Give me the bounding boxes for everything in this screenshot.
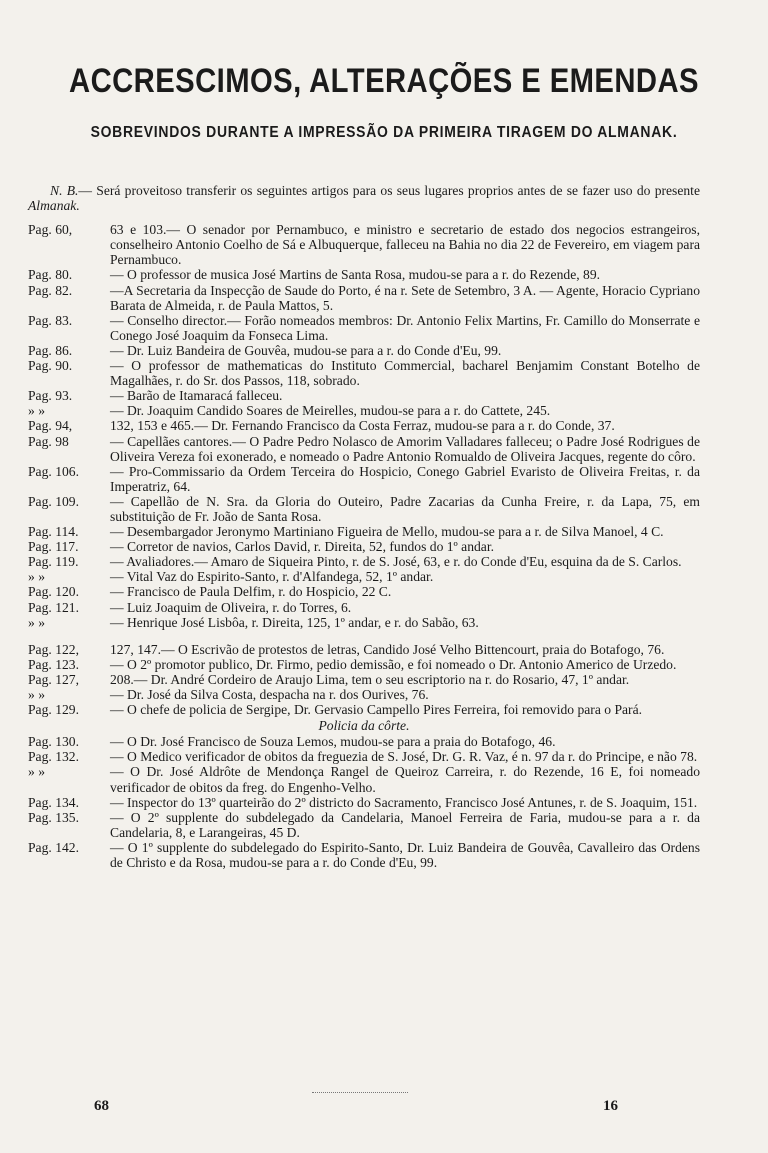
entry-page-ref: Pag. 117. bbox=[28, 539, 79, 555]
entry-text: — Pro-Commissario da Ordem Terceira do Hospicio, Conego Gabriel Evaristo de Oliveira Freitas, r. da Imperatriz, 64. bbox=[110, 463, 700, 494]
entry-page-ref: Pag. 123. bbox=[28, 656, 79, 672]
note-emph: Almanak. bbox=[28, 198, 80, 214]
entry-text: — Barão de Itamaracá falleceu. bbox=[110, 388, 283, 404]
entry-item bbox=[28, 434, 700, 464]
entry-text: — Dr. Joaquim Candido Soares de Meirelles, mudou-se para a r. do Cattete, 245. bbox=[110, 403, 551, 419]
entry-page-ref: Pag. 82. bbox=[28, 282, 73, 298]
entry-page-ref: Pag. 135. bbox=[28, 809, 79, 825]
note-text: — Será proveitoso transferir os seguintes artigos para os seus lugares proprios antes de se fazer uso do presente bbox=[78, 183, 700, 198]
entry-item bbox=[28, 388, 700, 403]
entry-item bbox=[28, 343, 700, 358]
entries-group-a bbox=[28, 222, 700, 630]
entry-item bbox=[28, 702, 700, 717]
entry-item bbox=[28, 810, 700, 840]
entry-text: 63 e 103.— O senador por Pernambuco, e ministro e secretario de estado dos negocios estrangeiros, conselheiro Antonio Coelho de Sá e Albuquerque, falleceu na Bahia no dia 22 de Fevereiro, em viagem para Pernambuco. bbox=[110, 222, 700, 268]
entry-text: — O 2º supplente do subdelegado da Candelaria, Manoel Ferreira de Faria, mudou-se para a r. da Candelaria, 8, e Larangeiras, 45 D. bbox=[110, 809, 700, 840]
note-label: N. B. bbox=[50, 183, 79, 198]
entry-item bbox=[28, 749, 700, 764]
section-caption: Policia da côrte. bbox=[318, 718, 410, 734]
entry-page-ref: Pag. 80. bbox=[28, 267, 73, 283]
entry-page-ref: Pag. 86. bbox=[28, 342, 73, 358]
entry-item bbox=[28, 313, 700, 343]
entry-item bbox=[28, 539, 700, 554]
entry-page-ref: Pag. 106. bbox=[28, 463, 79, 479]
entry-page-ref: Pag. 83. bbox=[28, 312, 73, 328]
entry-item bbox=[28, 734, 700, 749]
entry-text: — Desembargador Jeronymo Martiniano Figueira de Mello, mudou-se para a r. de Silva Manoel, 4 C. bbox=[110, 524, 664, 540]
entry-page-ref: Pag. 98 bbox=[28, 433, 69, 449]
entry-page-ref: Pag. 90. bbox=[28, 358, 73, 374]
page-body bbox=[28, 183, 700, 870]
entry-page-ref: Pag. 130. bbox=[28, 734, 79, 750]
entry-text: — O professor de mathematicas do Instituto Commercial, bacharel Benjamim Constant Botelho de Magalhães, r. do Sr. dos Passos, 118, sobrado. bbox=[110, 358, 700, 389]
entry-text: — Avaliadores.— Amaro de Siqueira Pinto, r. de S. José, 63, e r. do Conde d'Eu, esquina da de S. Carlos. bbox=[110, 554, 682, 570]
entry-item bbox=[28, 672, 700, 687]
entry-item bbox=[28, 418, 700, 433]
entry-page-ref: Pag. 127, bbox=[28, 671, 79, 687]
entry-page-ref: Pag. 142. bbox=[28, 839, 79, 855]
entry-text: — Conselho director.— Forão nomeados membros: Dr. Antonio Felix Martins, Fr. Camillo do Monserrate e Conego José Joaquim da Fonseca Lima. bbox=[110, 312, 700, 343]
entry-text: 127, 147.— O Escrivão de protestos de letras, Candido José Velho Bittencourt, praia do Botafogo, 76. bbox=[110, 641, 665, 657]
entry-text: — Francisco de Paula Delfim, r. do Hospicio, 22 C. bbox=[110, 584, 392, 600]
entry-item bbox=[28, 642, 700, 657]
entry-item bbox=[28, 764, 700, 794]
entry-text: — Capellão de N. Sra. da Gloria do Outeiro, Padre Zacarias da Cunha Freire, r. da Lapa, 75, em substituição de Fr. João de Santa Rosa. bbox=[110, 493, 700, 524]
entry-text: — O professor de musica José Martins de Santa Rosa, mudou-se para a r. do Rezende, 89. bbox=[110, 267, 601, 283]
entry-page-ref: Pag. 134. bbox=[28, 794, 79, 810]
entry-text: — O 1º supplente do subdelegado do Espirito-Santo, Dr. Luiz Bandeira de Gouvêa, Cavalleiro das Ordens de Christo e da Rosa, mudou-se para a r. do Conde d'Eu, 99. bbox=[110, 839, 700, 871]
entry-page-ref: Pag. 114. bbox=[28, 524, 79, 540]
entry-text: — O 2º promotor publico, Dr. Firmo, pedio demissão, e foi nomeado o Dr. Antonio Americo de Urzedo. bbox=[110, 656, 677, 672]
entry-item bbox=[28, 494, 700, 524]
page-number-left: 68 bbox=[94, 1098, 109, 1114]
entry-text: — Inspector do 13º quarteirão do 2º districto do Sacramento, Francisco José Antunes, r. de S. Joaquim, 151. bbox=[110, 794, 698, 810]
entry-item bbox=[28, 403, 700, 418]
page-title: ACCRESCIMOS, ALTERAÇÕES E EMENDAS bbox=[69, 62, 699, 100]
entry-page-ref: » » bbox=[28, 687, 45, 702]
entry-item bbox=[28, 464, 700, 494]
entries-group-b bbox=[28, 642, 700, 717]
entry-item bbox=[28, 524, 700, 539]
entry-page-ref: » » bbox=[28, 764, 45, 780]
entry-page-ref: » » bbox=[28, 614, 45, 630]
entry-text: — Corretor de navios, Carlos David, r. Direita, 52, fundos do 1º andar. bbox=[110, 539, 495, 555]
entry-text: — Henrique José Lisbôa, r. Direita, 125, 1º andar, e r. do Sabão, 63. bbox=[110, 614, 479, 630]
entry-item bbox=[28, 569, 700, 584]
entry-text: — Capellães cantores.— O Padre Pedro Nolasco de Amorim Valladares falleceu; o Padre José Rodrigues de Oliveira Vereza foi exonerado, e nomeado o Padre Antonio Romualdo de Oliveira Jacques, regente do côro. bbox=[110, 433, 700, 464]
entry-text: 208.— Dr. André Cordeiro de Araujo Lima, tem o seu escriptorio na r. do Rosario, 47, 1º andar. bbox=[110, 671, 630, 687]
entry-item bbox=[28, 222, 700, 267]
entry-item bbox=[28, 283, 700, 313]
entry-item bbox=[28, 657, 700, 672]
entry-item bbox=[28, 840, 700, 870]
entry-text: — O Dr. José Aldrôte de Mendonça Rangel de Queiroz Carreira, r. do Rezende, 16 E, foi nomeado verificador de obitos da freg. do Engenho-Velho. bbox=[110, 764, 700, 795]
entry-page-ref: Pag. 94, bbox=[28, 418, 73, 434]
entry-item bbox=[28, 358, 700, 388]
entry-page-ref: Pag. 120. bbox=[28, 584, 79, 600]
entry-text: — O Medico verificador de obitos da freguezia de S. José, Dr. G. R. Vaz, é n. 97 da r. do Principe, e não 78. bbox=[110, 749, 698, 765]
entry-item bbox=[28, 615, 700, 630]
page-footer bbox=[0, 1098, 768, 1118]
entries-group-c bbox=[28, 734, 700, 870]
entry-page-ref: Pag. 129. bbox=[28, 702, 79, 718]
entry-page-ref: » » bbox=[28, 569, 45, 585]
entry-text: —A Secretaria da Inspecção de Saude do Porto, é na r. Sete de Setembro, 3 A. — Agente, Horacio Cypriano Barata de Almeida, r. de Paula Mattos, 5. bbox=[110, 282, 700, 313]
entry-text: — O Dr. José Francisco de Souza Lemos, mudou-se para a praia do Botafogo, 46. bbox=[110, 734, 556, 750]
entry-text: — Dr. Luiz Bandeira de Gouvêa, mudou-se para a r. do Conde d'Eu, 99. bbox=[110, 342, 502, 358]
entry-text: — O chefe de policia de Sergipe, Dr. Gervasio Campello Pires Ferreira, foi removido para o Pará. bbox=[110, 702, 643, 718]
entry-item bbox=[28, 600, 700, 615]
divider-rule bbox=[312, 1092, 408, 1093]
entry-text: — Dr. José da Silva Costa, despacha na r. dos Ourives, 76. bbox=[110, 687, 429, 702]
page-subtitle: SOBREVINDOS DURANTE A IMPRESSÃO DA PRIMEIRA TIRAGEM DO ALMANAK. bbox=[90, 124, 678, 141]
entry-item bbox=[28, 267, 700, 282]
page-number-right: 16 bbox=[603, 1098, 618, 1114]
entry-text: — Luiz Joaquim de Oliveira, r. do Torres, 6. bbox=[110, 599, 352, 615]
entry-page-ref: Pag. 60, bbox=[28, 222, 73, 238]
entry-item bbox=[28, 687, 700, 702]
entry-text: 132, 153 e 465.— Dr. Fernando Francisco da Costa Ferraz, mudou-se para a r. do Conde, 37. bbox=[110, 418, 615, 434]
entry-item bbox=[28, 795, 700, 810]
entry-page-ref: Pag. 109. bbox=[28, 493, 79, 509]
entry-page-ref: Pag. 93. bbox=[28, 388, 73, 404]
entry-item bbox=[28, 584, 700, 599]
entry-page-ref: Pag. 122, bbox=[28, 641, 79, 657]
entry-item bbox=[28, 554, 700, 569]
entry-text: — Vital Vaz do Espirito-Santo, r. d'Alfandega, 52, 1º andar. bbox=[110, 569, 434, 585]
nota-bene bbox=[28, 183, 700, 213]
entry-page-ref: Pag. 132. bbox=[28, 749, 79, 765]
entry-page-ref: Pag. 119. bbox=[28, 554, 79, 570]
entry-page-ref: Pag. 121. bbox=[28, 599, 79, 615]
entry-page-ref: » » bbox=[28, 403, 45, 419]
